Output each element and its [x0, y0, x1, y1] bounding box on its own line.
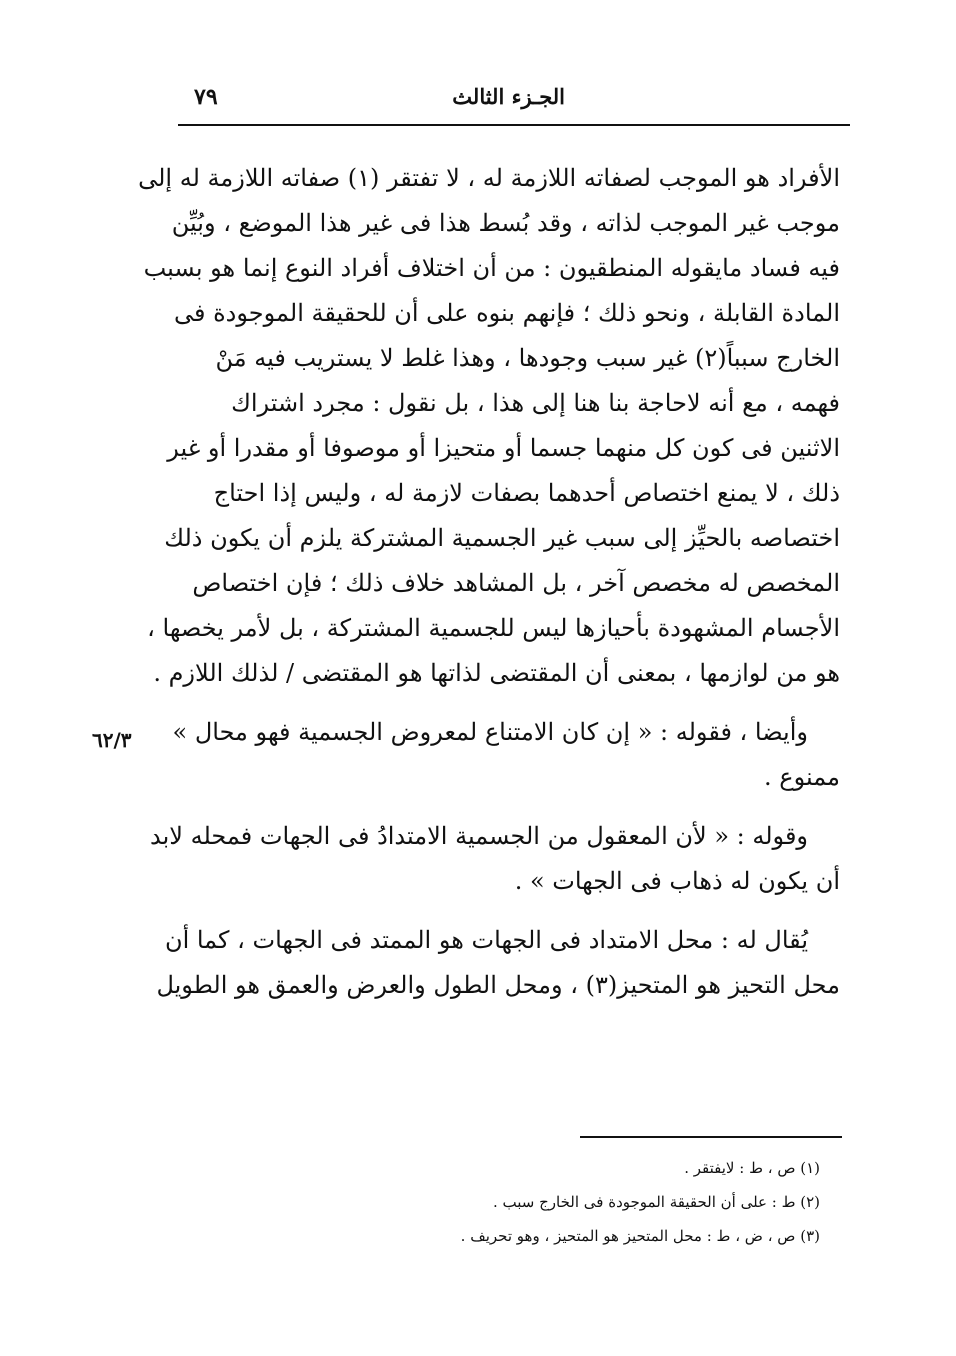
text-line: هو من لوازمها ، بمعنى أن المقتضى لذاتها هو المقتضى / لذلك اللازم . — [153, 659, 840, 687]
text-line: موجب غير الموجب لذاته ، وقد بُسط هذا فى غير هذا الموضع ، وبُيِّن — [171, 209, 840, 237]
header-rule — [178, 124, 850, 126]
text-line: ذلك ، لا يمنع اختصاص أحدهما بصفات لازمة له ، وليس إذا احتاج — [213, 479, 840, 507]
text-line: المادة القابلة ، ونحو ذلك ؛ فإنهم بنوه على أن للحقيقة الموجودة فى — [174, 299, 840, 327]
footnote: (١) ص ، ط : لايفتقر . — [684, 1159, 820, 1177]
text-line: فهمه ، مع أنه لاحاجة بنا هنا إلى هذا ، بل نقول : مجرد اشتراك — [231, 389, 840, 417]
footnotes — [300, 1156, 820, 1258]
text-line: الاثنين فى كون كل منهما جسما أو متحيزا أو موصوفا أو مقدرا أو غير — [167, 434, 840, 462]
text-line: وأيضا ، فقوله : « إن كان الامتناع لمعروض الجسمية فهو محال » — [172, 718, 808, 746]
page-header — [178, 84, 850, 124]
paragraph-gap — [188, 804, 840, 818]
text-line: اختصاصه بالحيِّز إلى سبب غير الجسمية المشتركة يلزم أن يكون ذلك — [164, 524, 840, 552]
paragraph-gap — [188, 700, 840, 714]
text-line: الأجسام المشهودة بأحيازها ليس للجسمية المشتركة ، بل لأمر يخصها ، — [147, 614, 840, 642]
margin-reference: ٦٢/٣ — [92, 728, 132, 752]
text-line: أن يكون له ذهاب فى الجهات » . — [514, 867, 840, 895]
footnote: (٣) ص ، ض ، ط : محل المتحيز هو المتحيز ، وهو تحريف . — [460, 1227, 820, 1245]
text-line: يُقال له : محل الامتداد فى الجهات هو الممتد فى الجهات ، كما أن — [164, 926, 808, 954]
main-text — [138, 160, 840, 1012]
text-line: محل التحيز هو المتحيز(٣) ، ومحل الطول والعرض والعمق هو الطويل — [156, 971, 840, 999]
footnote: (٢) ط : على أن الحقيقة الموجودة فى الخارج سبب . — [492, 1193, 820, 1211]
text-line: فيه فساد مايقوله المنطقيون : من أن اختلاف أفراد النوع إنما هو بسبب — [143, 254, 840, 282]
text-line: الأفراد هو الموجب لصفاته اللازمة له ، لا تفتقر (١) صفاته اللازمة له إلى — [138, 164, 840, 192]
text-line: الخارج سبباً(٢) غير سبب وجودها ، وهذا غلط لا يستريب فيه مَنْ — [215, 344, 840, 372]
text-line: ممنوع . — [764, 763, 840, 791]
running-title: الجـزء الثالث — [452, 84, 565, 109]
text-line: المخصص له مخصص آخر ، بل المشاهد خلاف ذلك ؛ فإن اختصاص — [192, 569, 840, 597]
footnote-rule — [580, 1136, 842, 1138]
page-number: ٧٩ — [194, 84, 218, 110]
text-line: وقوله : « لأن المعقول من الجسمية الامتدادُ فى الجهات فمحله لابد — [150, 822, 808, 850]
paragraph-gap — [188, 908, 840, 922]
